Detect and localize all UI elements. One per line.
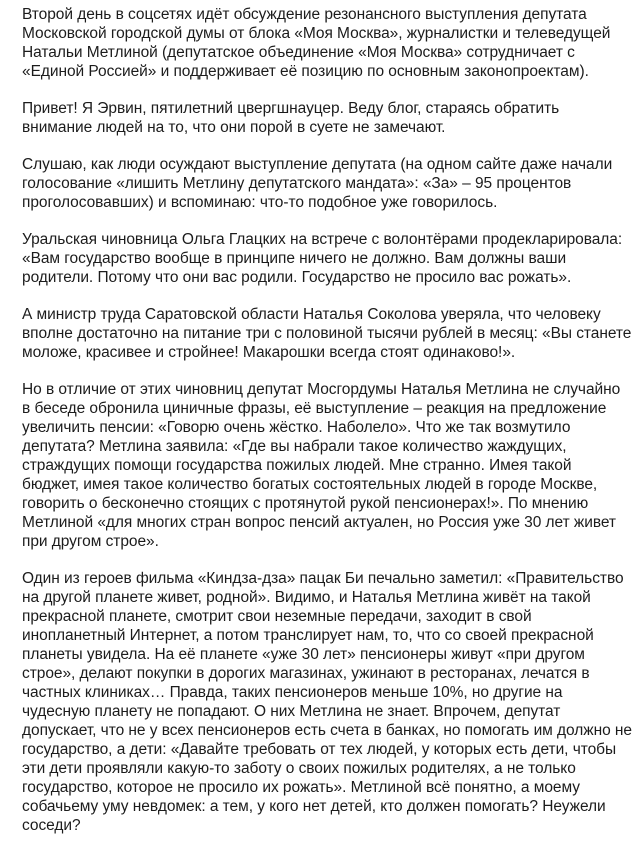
paragraph-kin-dza-dza: Один из героев фильма «Киндза-дза» пацак Би печально заметил: «Правительство на другой планете живет, родной». Видимо, и Наталья Метлина живёт на такой прекрасной планете, смотрит свои неземные передачи, заходит в свой инопланетный Интернет, а потом транслирует нам, то, что со своей прекрасной планеты увидела. На её планете «уже 30 лет» пенсионеры живут «при другом строе», делают покупки в дорогих магазинах, ужинают в ресторанах, лечатся в частных клиниках… Правда, таких пенсионеров меньше 10%, но другие на чудесную планету не попадают. О них Метлина не знает. Впрочем, депутат допускает, что не у всех пенсионеров есть счета в банках, но помогать им должно не государство, а дети: «Давайте требовать от тех людей, у которых есть дети, чтобы эти дети проявляли какую-то заботу о своих пожилых родителях, а не только государство, которое не просило их рожать». Метлиной всё понятно, а моему собачьему уму невдомек: а тем, у кого нет детей, кто должен помогать? Неужели соседи? (22, 570, 632, 834)
paragraph-sokolova-quote: А министр труда Саратовской области Наталья Соколова уверяла, что человеку вполне достаточно на питание три с половиной тысячи рублей в месяц: «Вы станете моложе, красивее и стройнее! Макарошки всегда стоят одинаково!». (22, 306, 632, 361)
paragraph-voting: Слушаю, как люди осуждают выступление депутата (на одном сайте даже начали голосование «лишить Метлину депутатского мандата»: «За» – 95 процентов проголосовавших) и вспоминаю: что-то подобное уже говорилось. (22, 156, 613, 211)
paragraph-intro: Второй день в соцсетях идёт обсуждение резонансного выступления депутата Московской городской думы от блока «Моя Москва», журналистки и телеведущей Натальи Метлиной (депутатское объединение «Моя Москва» сотрудничает с «Единой Россией» и поддерживает её позицию по основным законопроектам). (22, 6, 611, 80)
paragraph-greeting: Привет! Я Эрвин, пятилетний цвергшнауцер. Веду блог, стараясь обратить внимание людей на то, что они порой в суете не замечают. (22, 100, 560, 136)
paragraph-metlina-statement: Но в отличие от этих чиновниц депутат Мосгордумы Наталья Метлина не случайно в беседе обронила циничные фразы, её выступление – реакция на предложение увеличить пенсии: «Говорю очень жёстко. Наболело». Что же так возмутило депутата? Метлина заявила: «Где вы набрали такое количество жаждущих, страждущих помощи государства пожилых людей. Мне странно. Имея такой бюджет, имея такое количество богатых состоятельных людей в городе Москве, говорить о бесконечно стоящих с протянутой рукой пенсионерах!». По мнению Метлиной «для многих стран вопрос пенсий актуален, но Россия уже 30 лет живет при другом строе». (22, 381, 621, 550)
paragraph-glatskikh-quote: Уральская чиновница Ольга Глацких на встрече с волонтёрами продекларировала: «Вам государство вообще в принципе ничего не должно. Вам должны ваши родители. Потому что они вас родили. Государство не просило вас рожать». (22, 231, 623, 286)
